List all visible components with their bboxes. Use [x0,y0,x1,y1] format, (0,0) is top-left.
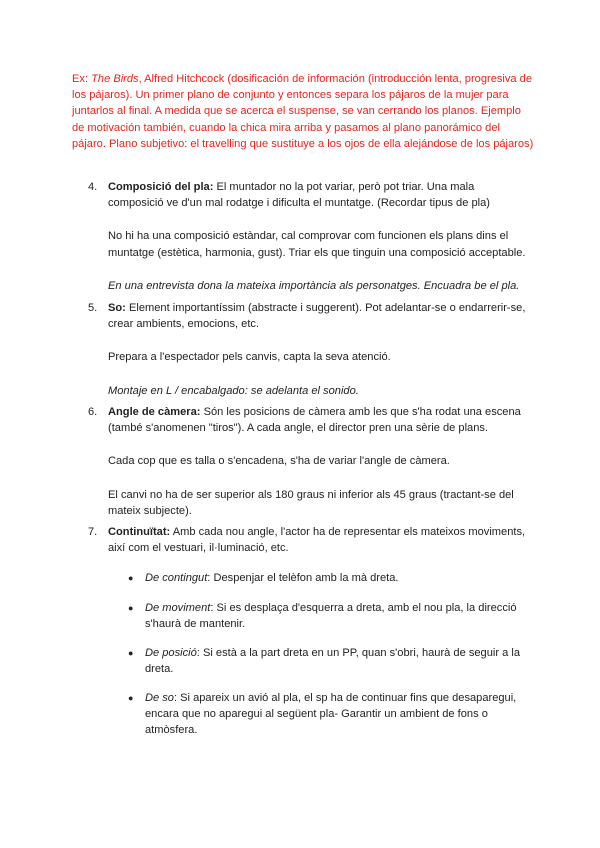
bullet-text: : Despenjar el telèfon amb la mà dreta. [207,572,399,584]
item-term: Composició del pla: [108,181,214,193]
item-paragraph: No hi ha una composició estàndar, cal comprovar com funcionen els plans dins el muntatge (estètica, harmonia, gust). Triar els que tinguin una composició acceptable. [108,230,526,259]
list-item-continuitat [72,524,532,556]
bullet-label: De contingut [145,572,208,584]
intro-prefix: Ex: [72,73,92,85]
bullet-item [128,645,528,677]
item-paragraph: Prepara a l'espectador pels canvis, capta la seva atenció. [108,351,391,364]
item-term: Continuïtat: [108,526,171,538]
bullet-item [128,570,528,586]
item-example: En una entrevista dona la mateixa importància als personatges. Encuadra be el pla. [108,279,520,292]
item-description: Continuïtat: Amb cada nou angle, l'actor ha de representar els mateixos moviments, així com el vestuari, il·luminació, etc. [108,526,526,555]
bullet-label: De moviment [145,602,211,614]
item-example: Montaje en L / encabalgado: se adelanta el sonido. [108,384,359,397]
bullet-item [128,600,528,632]
list-item-angle-camera [72,404,532,519]
bullet-text: : Si apareix un avió al pla, el sp ha de continuar fins que desaparegui, encara que no aparegui al següent pla- Garantir un ambient de fons o atmòsfera. [145,692,517,737]
bullet-item [128,690,528,739]
item-term: Angle de càmera: [108,406,201,418]
list-item-composicio [72,179,532,294]
bullet-dot: ● [128,603,134,613]
item-number: 6. [88,406,98,418]
bullet-label: De so [145,692,174,704]
bullet-dot: ● [128,648,134,658]
intro-text: , Alfred Hitchcock (dosificación de información (introducción lenta, progresiva de los pájaros). Un primer plano de conjunto y entonces separa los pájaros de la mujer para juntarlos al final. A medida que se acerca el suspense, se van cerrando los planos. Ejemplo de motivación también, cuando la chica mira arriba y pasamos al plano panorámico del pájaro. Plano subjetivo: el travelling que sustituye a los ojos de ella alejándose de los pájaros) [72,73,534,150]
bullet-label: De posició [145,647,197,659]
intro-example [72,71,534,152]
item-paragraph: El canvi no ha de ser superior als 180 graus ni inferior als 45 graus (tractant-se del mateix subjecte). [108,488,514,517]
film-title: The Birds [91,73,139,85]
list-item-so [72,300,532,399]
item-term: So: [108,302,126,314]
bullet-text: : Si està a la part dreta en un PP, quan s'obri, haurà de seguir a la dreta. [145,647,521,676]
bullet-dot: ● [128,573,134,583]
bullet-dot: ● [128,693,134,703]
item-description: Composició del pla: El muntador no la pot variar, però pot triar. Una mala composició ve d'un mal rodatge i dificulta el muntatge. (Recordar tipus de pla) [108,181,490,210]
item-number: 7. [88,526,98,538]
item-description: Angle de càmera: Són les posicions de càmera amb les que s'ha rodat una escena (també s'anomenen "tiros"). A cada angle, el director pren una sèrie de plans. [108,406,521,435]
item-paragraph: Cada cop que es talla o s'encadena, s'ha de variar l'angle de càmera. [108,455,450,468]
item-description: So: Element importantíssim (abstracte i suggerent). Pot adelantar-se o endarrerir-se, crear ambients, emocions, etc. [108,302,526,331]
bullet-text: : Si es desplaça d'esquerra a dreta, amb el nou pla, la direcció s'haurà de mantenir. [145,602,517,631]
item-number: 4. [88,181,98,193]
item-number: 5. [88,302,98,314]
